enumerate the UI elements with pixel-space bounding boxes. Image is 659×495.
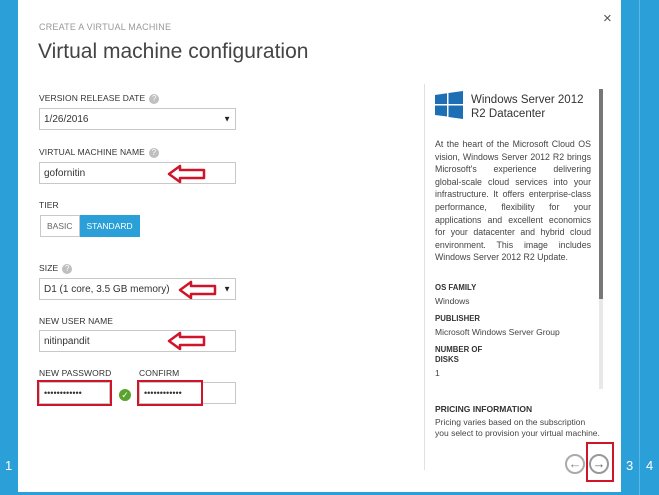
size-label: SIZE ? [39,263,72,274]
help-icon[interactable]: ? [149,148,159,158]
os-title: Windows Server 2012 R2 Datacenter [471,94,584,120]
user-name-value: nitinpandit [44,335,90,347]
wizard-subtitle: CREATE A VIRTUAL MACHINE [39,22,172,32]
highlight-box [586,442,614,482]
user-name-label: NEW USER NAME [39,316,114,326]
vm-name-value: gofornitin [44,167,86,179]
publisher-label: PUBLISHER [435,314,481,323]
close-icon[interactable]: × [603,10,612,27]
version-release-date-value: 1/26/2016 [44,113,89,125]
highlight-box [137,380,203,406]
size-value: D1 (1 core, 3.5 GB memory) [44,283,170,295]
chevron-down-icon: ▼ [223,114,231,124]
password-label: NEW PASSWORD [39,368,112,378]
publisher-value: Microsoft Windows Server Group [435,327,560,337]
scrollbar-thumb[interactable] [599,89,603,299]
tier-label: TIER [39,200,59,210]
arrow-left-icon: ← [568,456,582,471]
tier-standard-option[interactable]: STANDARD [80,215,140,237]
tier-toggle[interactable] [40,215,140,237]
wizard-step-3[interactable]: 3 [626,458,634,473]
arrow-right-icon: → [592,456,606,471]
confirm-password-value: •••••••••••• [144,388,182,398]
wizard-step-strip-right [621,0,659,495]
wizard-step-4[interactable]: 4 [646,458,654,473]
red-arrow-annotation [167,164,207,184]
tier-basic-option[interactable]: BASIC [40,215,80,237]
version-release-date-label: VERSION RELEASE DATE ? [39,93,159,104]
os-family-label: OS FAMILY [435,283,477,292]
page-title: Virtual machine configuration [38,40,309,63]
red-arrow-annotation [178,280,218,300]
highlight-box [37,380,112,406]
version-release-date-select[interactable] [39,108,236,130]
panel-scrollbar[interactable] [599,89,603,389]
pricing-title: PRICING INFORMATION [435,404,533,414]
os-family-value: Windows [435,296,470,306]
chevron-down-icon: ▼ [223,284,231,294]
disks-label: NUMBER OF DISKS [435,345,483,364]
confirm-label: CONFIRM [139,368,180,378]
vm-name-label: VIRTUAL MACHINE NAME ? [39,147,159,158]
password-value: •••••••••••• [44,388,82,398]
windows-logo-icon [435,91,463,119]
red-arrow-annotation [167,331,207,351]
wizard-step-1[interactable]: 1 [5,458,13,473]
wizard-step-strip-left [0,0,18,495]
previous-button[interactable] [565,454,585,474]
check-icon: ✓ [119,389,131,401]
step-divider [639,0,640,495]
image-details-panel [424,84,604,470]
help-icon[interactable]: ? [149,94,159,104]
help-icon[interactable]: ? [62,264,72,274]
pricing-text: Pricing varies based on the subscription you select to provision your virtual machine. [435,417,600,438]
disks-value: 1 [435,368,440,378]
os-description: At the heart of the Microsoft Cloud OS vision, Windows Server 2012 R2 brings Microsoft's experience delivering global-scale cloud services into your infrastructure. It offers enterprise-class performance, flexibility for your applications and excellent economics for your datacenter and hybrid cloud environment. This image includes Windows Server 2012 R2 Update. [435,139,591,263]
